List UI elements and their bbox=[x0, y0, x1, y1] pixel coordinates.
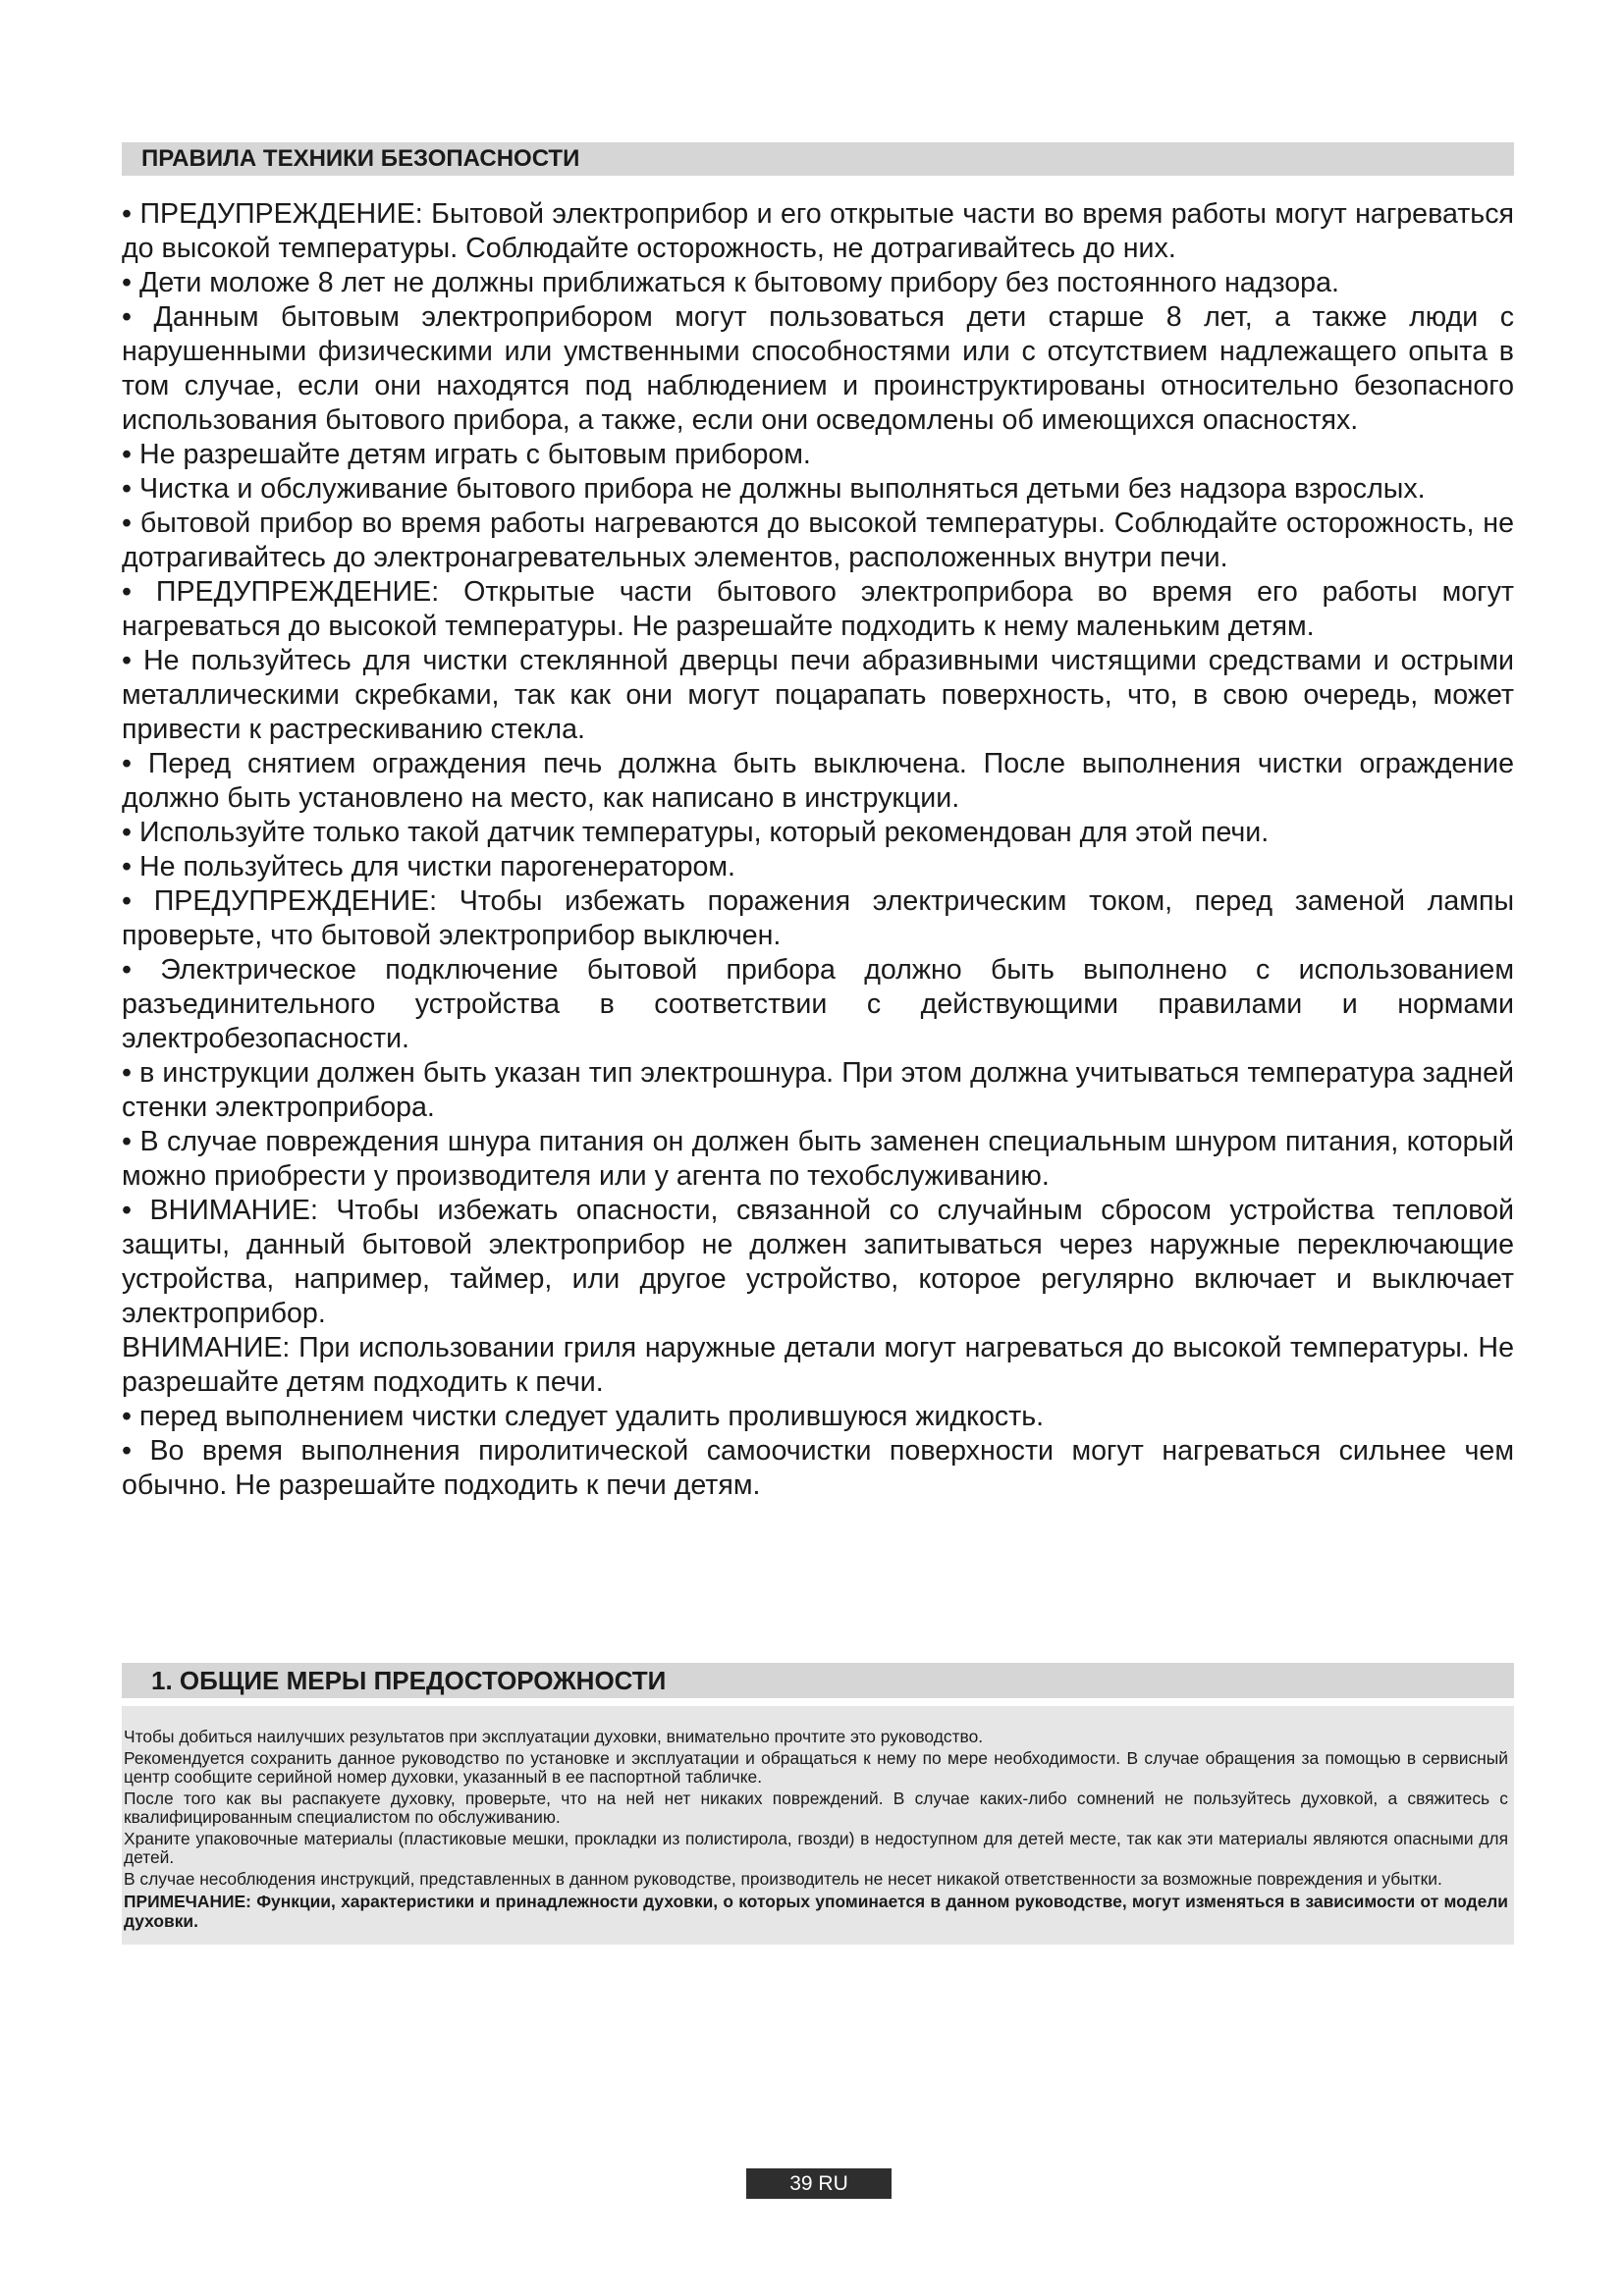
safety-rules-list bbox=[122, 197, 1514, 1503]
safety-item: • Электрическое подключение бытовой прибора должно быть выполнено с использованием разъединительного устройства в соответствии с действующими правилами и нормами электробезопасности. bbox=[122, 954, 1514, 1054]
safety-item: • бытовой прибор во время работы нагреваются до высокой температуры. Соблюдайте осторожность, не дотрагивайтесь до электронагревательных элементов, расположенных внутри печи. bbox=[122, 507, 1514, 573]
precautions-box bbox=[122, 1706, 1514, 1945]
safety-item: • ВНИМАНИЕ: Чтобы избежать опасности, связанной со случайным сбросом устройства тепловой защиты, данный бытовой электроприбор не должен запитываться через наружные переключающие устройства, например, таймер, или другое устройство, которое регулярно включает и выключает электроприбор. bbox=[122, 1195, 1514, 1329]
safety-item: • Не пользуйтесь для чистки парогенератором. bbox=[122, 851, 735, 882]
safety-item: • ПРЕДУПРЕЖДЕНИЕ: Открытые части бытового электроприбора во время его работы могут нагреваться до высокой температуры. Не разрешайте подходить к нему маленьким детям. bbox=[122, 576, 1514, 642]
safety-item: • в инструкции должен быть указан тип электрошнура. При этом должна учитываться температура задней стенки электроприбора. bbox=[122, 1057, 1514, 1123]
safety-item: • Используйте только такой датчик температуры, который рекомендован для этой печи. bbox=[122, 817, 1270, 848]
safety-item: • ПРЕДУПРЕЖДЕНИЕ: Бытовой электроприбор и его открытые части во время работы могут нагреваться до высокой температуры. Соблюдайте осторожность, не дотрагивайтесь до них. bbox=[122, 198, 1514, 264]
safety-item: • Чистка и обслуживание бытового прибора не должны выполняться детьми без надзора взрослых. bbox=[122, 473, 1426, 505]
precaution-item: Чтобы добиться наилучших результатов при эксплуатации духовки, внимательно прочтите это руководство. bbox=[124, 1727, 984, 1746]
precaution-item: В случае несоблюдения инструкций, представленных в данном руководстве, производитель не несет никакой ответственности за возможные повреждения и убытки. bbox=[124, 1868, 1442, 1889]
safety-item: • ПРЕДУПРЕЖДЕНИЕ: Чтобы избежать поражения электрическим током, перед заменой лампы проверьте, что бытовой электроприбор выключен. bbox=[122, 885, 1514, 951]
precautions-section-title: 1. ОБЩИЕ МЕРЫ ПРЕДОСТОРОЖНОСТИ bbox=[122, 1663, 1514, 1698]
safety-item: • Данным бытовым электроприбором могут пользоваться дети старше 8 лет, а также люди с нарушенными физическими или умственными способностями или с отсутствием надлежащего опыта в том случае, если они находятся под наблюдением и проинструктированы относительно безопасного использования бытового прибора, а также, если они осведомлены об имеющихся опасностях. bbox=[122, 301, 1514, 436]
precaution-item: После того как вы распакуете духовку, проверьте, что на ней нет никаких повреждений. В случае каких-либо сомнений не пользуйтесь духовкой, а свяжитесь с квалифицированным специалистом по обслуживанию. bbox=[124, 1788, 1508, 1827]
safety-item: • Не пользуйтесь для чистки стеклянной дверцы печи абразивными чистящими средствами и острыми металлическими скребками, так как они могут поцарапать поверхность, что, в свою очередь, может привести к растрескиванию стекла. bbox=[122, 645, 1514, 745]
safety-item: • Дети моложе 8 лет не должны приближаться к бытовому прибору без постоянного надзора. bbox=[122, 267, 1339, 298]
safety-item: ВНИМАНИЕ: При использовании гриля наружные детали могут нагреваться до высокой температуры. Не разрешайте детям подходить к печи. bbox=[122, 1332, 1514, 1398]
safety-item: • В случае повреждения шнура питания он должен быть заменен специальным шнуром питания, который можно приобрести у производителя или у агента по техобслуживанию. bbox=[122, 1126, 1514, 1192]
page-number: 39 RU bbox=[746, 2168, 892, 2199]
precaution-item: Рекомендуется сохранить данное руководство по установке и эксплуатации и обращаться к нему по мере необходимости. В случае обращения за помощью в сервисный центр сообщите серийной номер духовки, указанный в ее паспортной табличке. bbox=[124, 1747, 1508, 1787]
safety-item: • Перед снятием ограждения печь должна быть выключена. После выполнения чистки ограждение должно быть установлено на место, как написано в инструкции. bbox=[122, 748, 1514, 814]
precaution-item: Храните упаковочные материалы (пластиковые мешки, прокладки из полистирола, гвозди) в недоступном для детей месте, так как эти материалы являются опасными для детей. bbox=[124, 1828, 1508, 1867]
safety-item: • Не разрешайте детям играть с бытовым прибором. bbox=[122, 439, 811, 470]
safety-item: • перед выполнением чистки следует удалить пролившуюся жидкость. bbox=[122, 1401, 1045, 1432]
precaution-note: ПРИМЕЧАНИЕ: Функции, характеристики и принадлежности духовки, о которых упоминается в данном руководстве, могут изменяться в зависимости от модели духовки. bbox=[124, 1892, 1508, 1931]
safety-item: • Во время выполнения пиролитической самоочистки поверхности могут нагреваться сильнее чем обычно. Не разрешайте подходить к печи детям. bbox=[122, 1435, 1514, 1501]
safety-section-title: ПРАВИЛА ТЕХНИКИ БЕЗОПАСНОСТИ bbox=[122, 142, 1514, 176]
